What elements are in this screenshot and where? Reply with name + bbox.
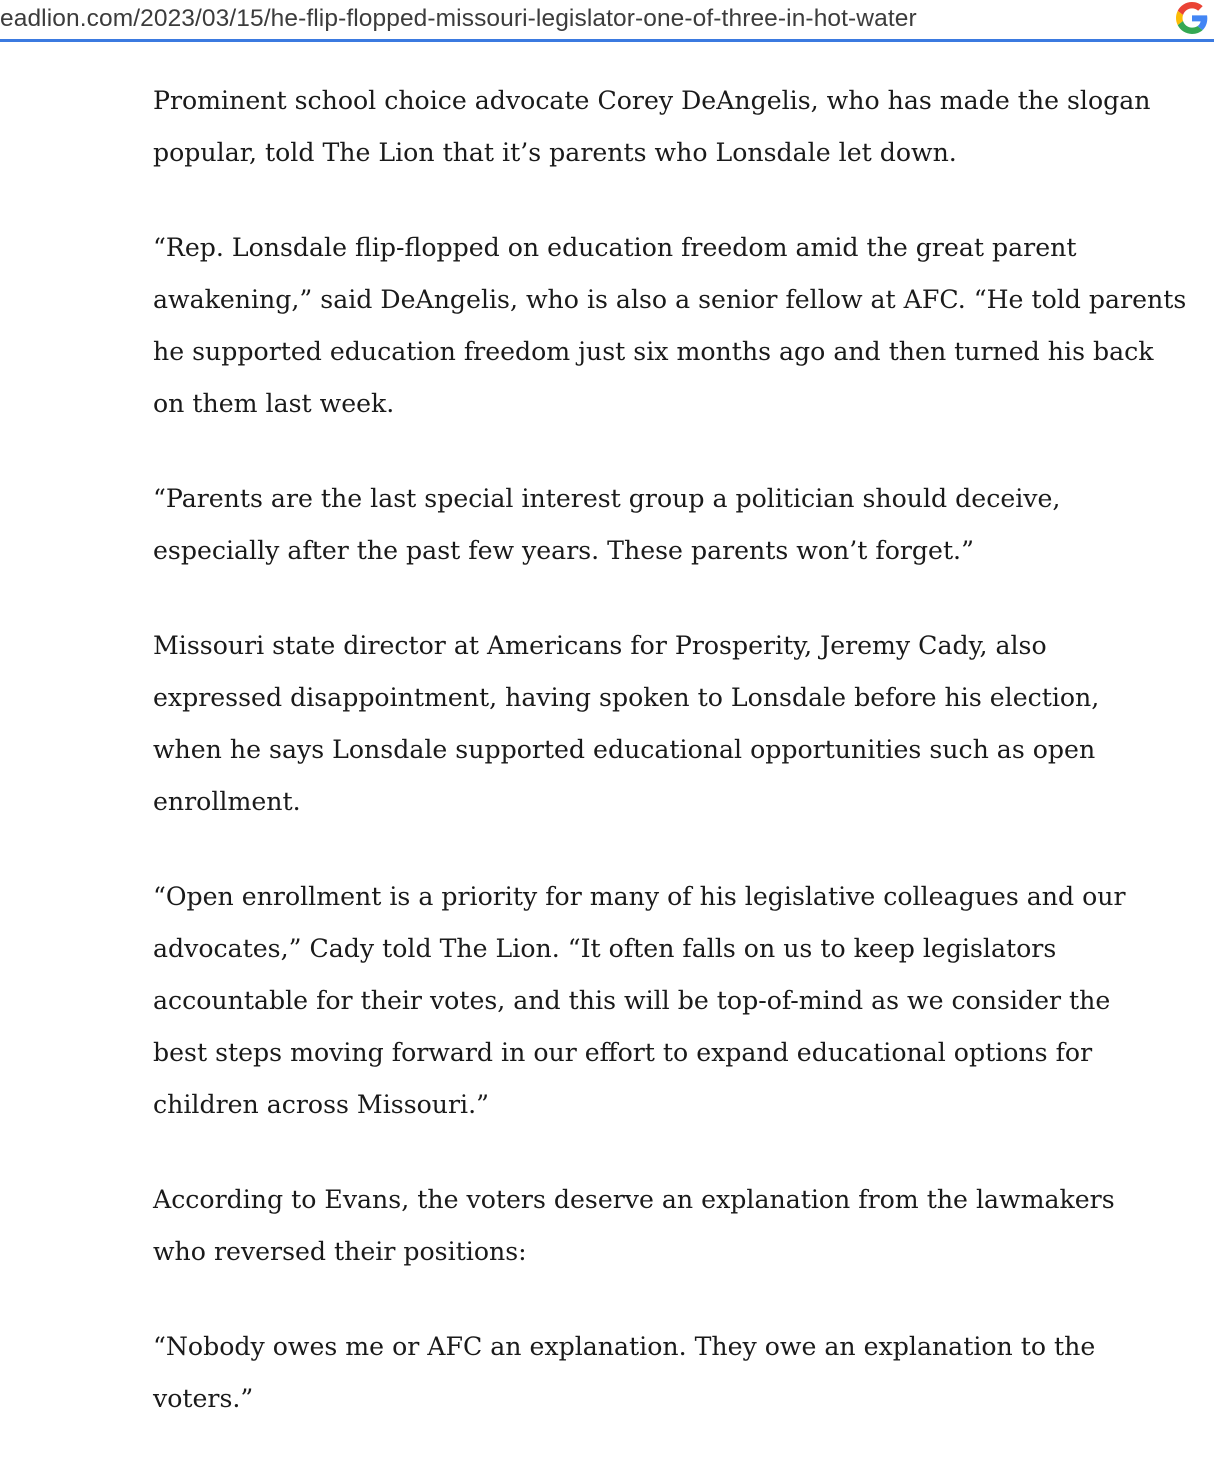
text-line: accountable for their votes, and this will be top-of-mind as we consider the xyxy=(153,986,1111,1015)
text-line: enrollment. xyxy=(153,787,301,816)
text-line: awakening,” said DeAngelis, who is also a senior fellow at AFC. “He told parents xyxy=(153,285,1187,314)
text-line: “Rep. Lonsdale flip-flopped on education freedom amid the great parent xyxy=(153,233,1077,262)
paragraph xyxy=(153,75,1214,179)
text-line: “Open enrollment is a priority for many of his legislative colleagues and our xyxy=(153,882,1126,911)
text-line: who reversed their positions: xyxy=(153,1237,527,1266)
text-line: Missouri state director at Americans for Prosperity, Jeremy Cady, also xyxy=(153,631,1047,660)
article-body xyxy=(153,75,1214,1468)
text-line: children across Missouri.” xyxy=(153,1090,489,1119)
url-text[interactable]: eadlion.com/2023/03/15/he-flip-flopped-missouri-legislator-one-of-three-in-hot-water xyxy=(0,5,917,32)
paragraph xyxy=(153,1174,1214,1278)
paragraph xyxy=(153,473,1214,577)
paragraph xyxy=(153,1321,1214,1425)
text-line: best steps moving forward in our effort to expand educational options for xyxy=(153,1038,1093,1067)
text-line: “Nobody owes me or AFC an explanation. They owe an explanation to the xyxy=(153,1332,1096,1361)
text-line: According to Evans, the voters deserve an explanation from the lawmakers xyxy=(153,1185,1115,1214)
text-line: when he says Lonsdale supported educational opportunities such as open xyxy=(153,735,1096,764)
text-line: expressed disappointment, having spoken to Lonsdale before his election, xyxy=(153,683,1100,712)
text-line: popular, told The Lion that it’s parents who Lonsdale let down. xyxy=(153,138,957,167)
text-line: he supported education freedom just six months ago and then turned his back xyxy=(153,337,1154,366)
text-line: especially after the past few years. These parents won’t forget.” xyxy=(153,536,974,565)
text-line: on them last week. xyxy=(153,389,395,418)
address-bar[interactable] xyxy=(0,0,1214,42)
paragraph xyxy=(153,620,1214,828)
paragraph xyxy=(153,871,1214,1131)
text-line: Prominent school choice advocate Corey DeAngelis, who has made the slogan xyxy=(153,86,1151,115)
text-line: voters.” xyxy=(153,1384,254,1413)
paragraph xyxy=(153,222,1214,430)
google-icon[interactable] xyxy=(1176,2,1208,34)
text-line: advocates,” Cady told The Lion. “It often falls on us to keep legislators xyxy=(153,934,1057,963)
text-line: “Parents are the last special interest group a politician should deceive, xyxy=(153,484,1061,513)
